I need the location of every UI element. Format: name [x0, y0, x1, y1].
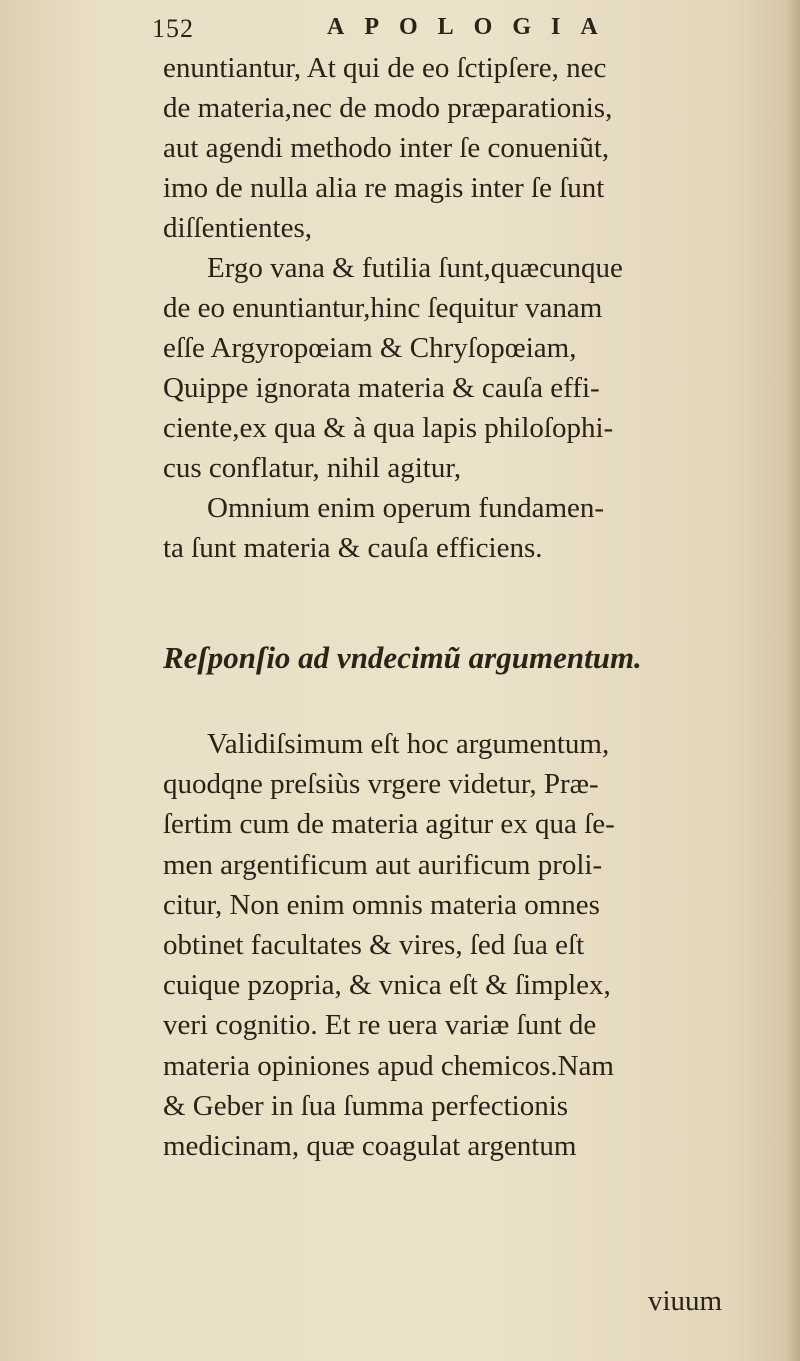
text-line: Quippe ignorata materia & cauſa effi-	[163, 372, 600, 404]
text-line: imo de nulla alia re magis inter ſe ſunt	[163, 172, 605, 204]
text-line: cuique pzopria, & vnica eſt & ſimplex,	[163, 969, 611, 1002]
text-line: ta ſunt materia & cauſa efficiens.	[163, 532, 543, 564]
page-number: 152	[152, 14, 194, 43]
text-line: ciente,ex qua & à qua lapis philoſophi-	[163, 412, 614, 444]
text-line: cus conflatur, nihil agitur,	[163, 452, 462, 484]
text-line: diſſentientes,	[163, 212, 312, 244]
text-line: ſertim cum de materia agitur ex qua ſe-	[163, 808, 615, 841]
text-line: men argentificum aut aurificum proli-	[163, 848, 603, 881]
text-line: Validiſsimum eſt hoc argumentum,	[207, 728, 610, 760]
text-line: enuntiantur, At qui de eo ſctipſere, nec	[163, 52, 607, 84]
text-line: & Geber in ſua ſumma perfectionis	[163, 1089, 569, 1122]
text-line: quodqne preſsiùs vrgere videtur, Præ-	[163, 768, 599, 801]
text-line: materia opiniones apud chemicos.Nam	[163, 1049, 614, 1082]
text-block-bottom	[163, 724, 778, 1166]
text-line: aut agendi methodo inter ſe conueniũt,	[163, 132, 610, 164]
page-edge-shadow	[786, 0, 800, 1361]
text-line: de materia,nec de modo præparationis,	[163, 92, 613, 124]
running-head: APOLOGIA	[327, 14, 618, 40]
text-line: medicinam, quæ coagulat argentum	[163, 1129, 577, 1162]
text-line: veri cognitio. Et re uera variæ ſunt de	[163, 1009, 597, 1042]
section-heading: Reſponſio ad vndecimũ argumentum.	[163, 640, 642, 675]
text-line: obtinet facultates & vires, ſed ſua eſt	[163, 928, 585, 961]
page-header	[152, 10, 672, 50]
text-line: citur, Non enim omnis materia omnes	[163, 888, 600, 921]
text-line: Ergo vana & futilia ſunt,quæcunque	[207, 252, 623, 284]
text-block-top	[163, 48, 778, 568]
text-line: de eo enuntiantur,hinc ſequitur vanam	[163, 292, 603, 324]
text-line: eſſe Argyropœiam & Chryſopœiam,	[163, 332, 577, 364]
catchword: viuum	[648, 1285, 723, 1317]
text-line: Omnium enim operum fundamen-	[207, 492, 605, 524]
